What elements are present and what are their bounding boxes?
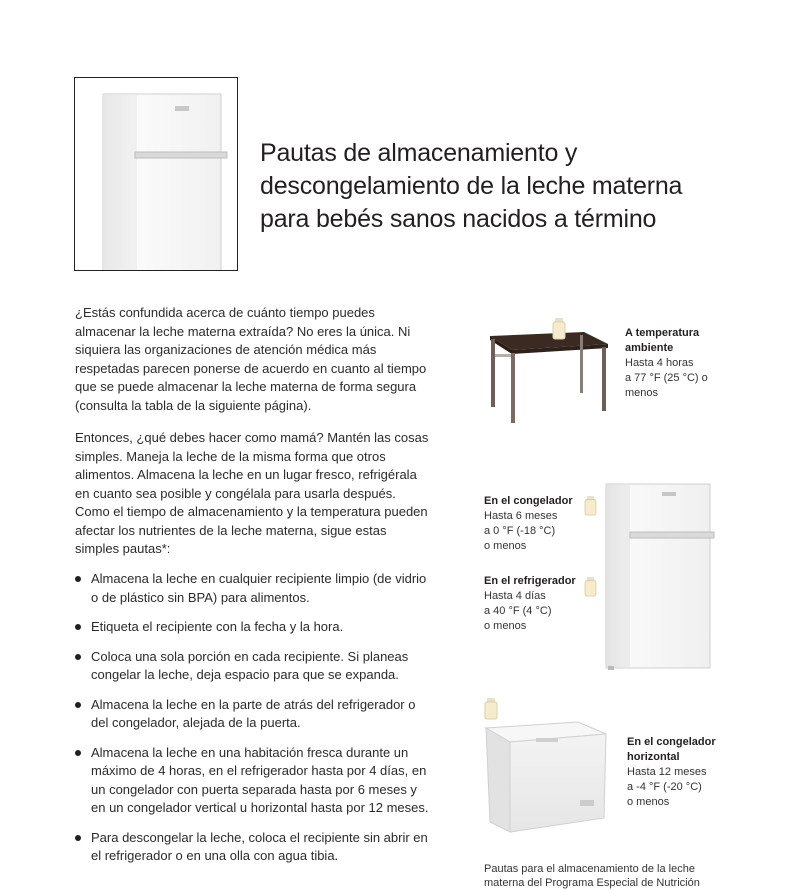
fridge-icon: [600, 482, 716, 672]
fridge-label: En el refrigerador Hasta 4 días a 40 °F (4 °C) o menos: [484, 575, 576, 632]
bullet-icon: [75, 576, 81, 582]
bullet-icon: [75, 702, 81, 708]
milk-bottle-icon: [584, 496, 597, 516]
list-item: Coloca una sola porción en cada recipiente. Si planeas congelar la leche, deja espacio para que se expanda.: [75, 648, 430, 685]
list-item: Almacena la leche en cualquier recipiente limpio (de vidrio o de plástico sin BPA) para alimentos.: [75, 570, 430, 607]
bullet-icon: [75, 750, 81, 756]
bullet-icon: [75, 654, 81, 660]
bullet-icon: [75, 835, 81, 841]
milk-bottle-icon: [552, 318, 566, 340]
bullet-icon: [75, 624, 81, 630]
list-item: Almacena la leche en la parte de atrás del refrigerador o del congelador, alejada de la puerta.: [75, 696, 430, 733]
list-item: Para descongelar la leche, coloca el recipiente sin abrir en el refrigerador o en una olla con agua tibia.: [75, 829, 430, 866]
room-temp-label: A temperatura ambiente Hasta 4 horas a 77 °F (25 °C) o menos: [625, 327, 708, 399]
header-fridge-photo: [74, 77, 238, 271]
chest-freezer-label: En el congelador horizontal Hasta 12 meses a -4 °F (-20 °C) o menos: [627, 736, 716, 808]
title-line-2: descongelamiento de la leche materna: [260, 172, 683, 200]
intro-paragraph-1: ¿Estás confundida acerca de cuánto tiempo puedes almacenar la leche materna extraída? No eres la única. Ni siquiera las organizaciones de atención médica más respetadas parecen ponerse de acuerdo en cuanto al tiempo que se puede almacenar la leche materna de forma segura (consulta la tabla de la siguiente página).: [75, 305, 427, 413]
milk-bottle-icon: [584, 577, 597, 597]
list-item: Etiqueta el recipiente con la fecha y la hora.: [75, 618, 430, 637]
chest-freezer-icon: [480, 718, 610, 836]
title-line-3: para bebés sanos nacidos a término: [260, 205, 657, 233]
freezer-label: En el congelador Hasta 6 meses a 0 °F (-18 °C) o menos: [484, 495, 573, 552]
fridge-photo-icon: [75, 78, 237, 270]
list-item: Almacena la leche en una habitación fresca durante un máximo de 4 horas, en el refrigerador hasta por 4 días, en un congelador con puerta separada hasta por 6 meses y en un congelador vertical u horizontal hasta por 12 meses.: [75, 744, 430, 818]
guidelines-list: [75, 570, 430, 877]
title-line-1: Pautas de almacenamiento y: [260, 139, 578, 167]
footnote: Pautas para el almacenamiento de la leche materna del Programa Especial de Nutrición: [484, 863, 700, 889]
intro-paragraph-2: Entonces, ¿qué debes hacer como mamá? Mantén las cosas simples. Maneja la leche de la misma forma que otros alimentos. Almacena la leche en un lugar fresco, refrigérala en cuanto sea posible y congélala para usarla después. Como el tiempo de almacenamiento y la temperatura pueden afectar los nutrientes de la leche materna, sigue estas simples pautas*:: [75, 430, 429, 556]
table-icon: [482, 318, 612, 426]
page-title: [260, 137, 780, 236]
